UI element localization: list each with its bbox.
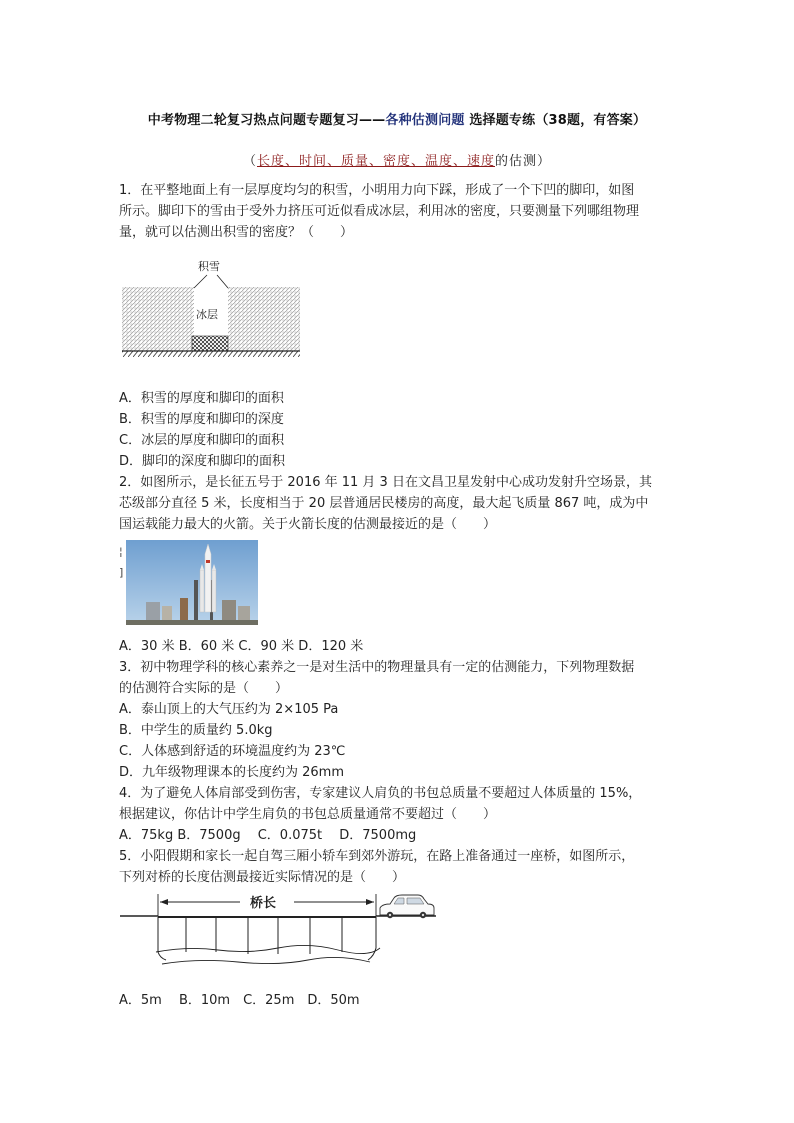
snow-footprint-figure <box>118 255 304 363</box>
question-5-stem <box>119 846 679 888</box>
q3-line-1: 3．初中物理学科的核心素养之一是对生活中的物理量具有一定的估测能力，下列物理数据 <box>119 660 635 675</box>
left-bank <box>158 917 166 960</box>
q4-line-1: 4．为了避免人体肩部受到伤害，专家建议人肩负的书包总质量不要超过人体质量的 15%， <box>119 786 642 801</box>
q1-option-c: C．冰层的厚度和脚印的面积 <box>119 433 285 448</box>
subtitle-open: （ <box>242 154 257 169</box>
q3-option-a: A．泰山顶上的大气压约为 2×105 Pa <box>119 702 339 717</box>
car-icon <box>380 895 434 918</box>
q5-line-1: 5．小阳假期和家长一起自驾三厢小轿车到郊外游玩，在路上准备通过一座桥，如图所示， <box>119 849 635 864</box>
question-1-stem <box>119 180 679 243</box>
q1-option-d: D．脚印的深度和脚印的面积 <box>119 454 286 469</box>
right-bank <box>368 917 376 960</box>
title-prefix: 中考物理二轮复习热点问题专题复习—— <box>147 113 386 128</box>
question-1-options <box>119 388 679 472</box>
document-title <box>0 109 794 128</box>
q2-line-1: 2．如图所示，是长征五号于 2016 年 11 月 3 日在文昌卫星发射中心成功发射升空场景，其 <box>119 475 652 490</box>
question-5-options <box>119 990 679 1011</box>
question-2-stem <box>119 472 679 535</box>
q4-line-2: 根据建议，你估计中学生肩负的书包总质量通常不要超过（ ） <box>119 807 497 822</box>
q1-line-3: 量，就可以估测出积雪的密度？（ ） <box>119 225 354 240</box>
q4-options-line: A．75kg B．7500g C．0.075t D．7500mg <box>119 828 417 843</box>
q1-option-a: A．积雪的厚度和脚印的面积 <box>119 391 284 406</box>
question-4 <box>119 783 679 846</box>
q2-options-line: A．30 米 B．60 米 C．90 米 D．120 米 <box>119 639 364 654</box>
water-line-2 <box>162 957 370 964</box>
question-2-options <box>119 636 679 657</box>
q1-option-b: B．积雪的厚度和脚印的深度 <box>119 412 284 427</box>
q1-line-1: 1．在平整地面上有一层厚度均匀的积雪，小明用力向下踩，形成了一个下凹的脚印，如图 <box>119 183 635 198</box>
ground-hatch <box>122 351 300 357</box>
label-ice: 冰层 <box>196 308 218 321</box>
q3-option-d: D．九年级物理课本的长度约为 26mm <box>119 765 345 780</box>
snow-left-block <box>122 287 194 351</box>
question-3 <box>119 657 679 783</box>
snow-pointer-right <box>217 275 228 288</box>
title-highlight: 各种估测问题 <box>385 113 465 128</box>
photo-edge-glyph-1: ¦ <box>119 545 123 558</box>
q1-line-2: 所示。脚印下的雪由于受外力挤压可近似看成冰层，利用冰的密度，只要测量下列哪组物理 <box>119 204 640 219</box>
rocket-launch-photo <box>126 540 258 625</box>
q3-option-b: B．中学生的质量约 5.0kg <box>119 723 273 738</box>
q3-option-c: C．人体感到舒适的环境温度约为 23℃ <box>119 744 346 759</box>
water-line-1 <box>156 945 380 953</box>
q5-options-line: A．5m B．10m C．25m D．50m <box>119 993 360 1008</box>
snow-right-block <box>228 287 300 351</box>
q3-line-2: 的估测符合实际的是（ ） <box>119 681 289 696</box>
q2-line-3: 国运载能力最大的火箭。关于火箭长度的估测最接近的是（ ） <box>119 517 497 532</box>
photo-edge-glyph-2: ] <box>119 566 124 579</box>
bridge-length-label: 桥长 <box>250 896 277 911</box>
subtitle-close: 的估测） <box>495 154 552 169</box>
ice-layer-block <box>192 336 228 351</box>
document-subtitle <box>0 150 794 169</box>
photo-edge-glyphs <box>119 541 123 583</box>
snow-pointer-left <box>194 275 207 288</box>
q5-line-2: 下列对桥的长度估测最接近实际情况的是（ ） <box>119 870 406 885</box>
subtitle-topics: 长度、时间、质量、密度、温度、速度 <box>256 154 495 169</box>
label-snow: 积雪 <box>198 260 220 273</box>
q2-line-2: 芯级部分直径 5 米，长度相当于 20 层普通居民楼房的高度，最大起飞质量 867 吨，成为中 <box>119 496 649 511</box>
bridge-figure <box>118 890 438 980</box>
title-suffix: 选择题专练（38题，有答案） <box>464 113 647 128</box>
